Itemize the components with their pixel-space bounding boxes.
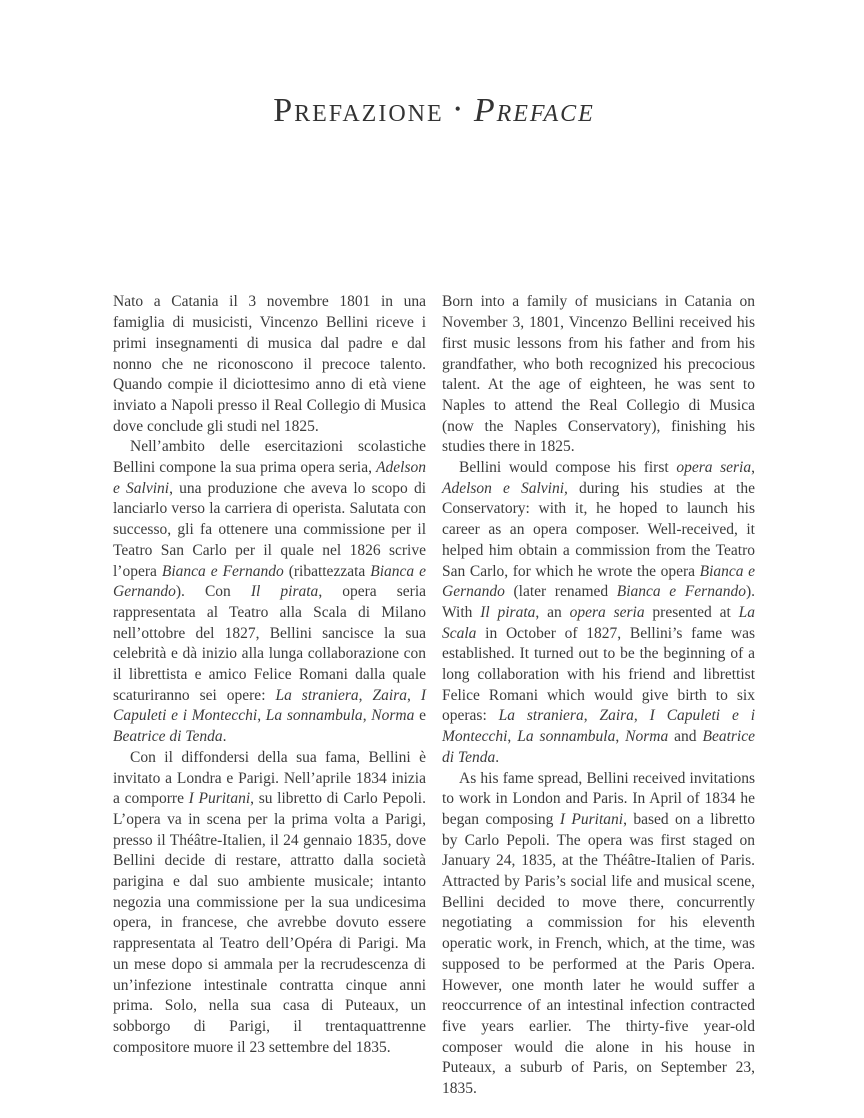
opera-title-italic: opera seria: [569, 603, 645, 621]
text-segment: ). With: [442, 583, 755, 621]
text-segment: in October of 1827, Bellini’s fame was established. It turned out to be the beginning of a long collaboration with his friend and librettist Felice Romani which would give birth to six operas:: [442, 624, 755, 725]
paragraph: [442, 769, 755, 1100]
opera-title-italic: La straniera: [275, 686, 359, 704]
opera-title-italic: Bianca e Fernando: [161, 562, 284, 580]
opera-title-italic: Beatrice di Tenda: [113, 728, 223, 746]
opera-title-italic: Zaira: [372, 686, 407, 704]
opera-title-italic: Norma: [625, 728, 669, 746]
opera-title-italic: La Scala: [442, 603, 756, 642]
two-column-text: [113, 292, 755, 1099]
opera-title-italic: opera seria: [676, 459, 752, 477]
opera-title-italic: Bianca e Fernando: [616, 583, 746, 601]
opera-title-italic: Zaira: [599, 707, 634, 725]
text-segment: ,: [406, 686, 421, 704]
title-english: Preface: [473, 92, 595, 129]
italian-column: [113, 292, 426, 1099]
text-segment: .: [222, 728, 227, 746]
text-segment: ,: [615, 728, 626, 746]
opera-title-italic: I Capuleti e i Montecchi: [113, 686, 427, 725]
opera-title-italic: Il pirata: [480, 603, 536, 621]
opera-title-italic: Il pirata: [250, 583, 319, 601]
paragraph: [113, 437, 426, 748]
text-segment: (ribattezzata: [283, 562, 371, 580]
paragraph: [113, 292, 426, 437]
opera-title-italic: La sonnambula: [265, 707, 363, 725]
text-segment: presented at: [644, 603, 739, 621]
text-segment: ,: [633, 707, 650, 725]
text-segment: Nato a Catania il 3 novembre 1801 in una famiglia di musicisti, Vincenzo Bellini riceve i primi insegnamenti di musica dal padre e dal nonno che ne riconoscono il precoce talento. Quando compie il diciottesimo anno di età viene inviato a Napoli presso il Real Collegio di Musica dove conclude gli studi nel 1825.: [113, 293, 426, 435]
text-segment: ,: [583, 707, 600, 725]
text-segment: ,: [362, 707, 372, 725]
opera-title-italic: La sonnambula: [517, 728, 616, 746]
text-segment: As his fame spread, Bellini received invitations to work in London and Paris. In April of 1834 he began composing: [442, 769, 755, 828]
opera-title-italic: I Capuleti e i Montecchi: [442, 707, 755, 746]
text-segment: ,: [507, 728, 518, 746]
title-separator-dot: •: [454, 99, 463, 120]
text-segment: , su libretto di Carlo Pepoli. L’opera va in scena per la prima volta a Parigi, presso il Théâtre-Italien, il 24 gennaio 1835, dove Bellini decide di restare, attratto dalla società parigina e dal suo ambiente musicale; intanto negozia una commissione per la sua undicesima opera, in francese, che avrebbe dovuto essere rappresentata al Teatro dell’Opéra di Parigi. Ma un mese dopo si ammala per la recrudescenza di un’infezione intestinale contratta cinque anni prima. Solo, nella sua casa di Puteaux, un sobborgo di Parigi, il trentaquattrenne compositore muore il 23 settembre del 1835.: [113, 790, 426, 1056]
opera-title-italic: Bianca e Gernando: [113, 562, 426, 601]
paragraph: [442, 458, 755, 769]
opera-title-italic: Adelson e Salvini,: [442, 479, 568, 497]
text-segment: Bellini would compose his first: [459, 459, 677, 477]
page-title: [113, 92, 755, 129]
paragraph: [113, 748, 426, 1059]
opera-title-italic: La straniera: [498, 707, 584, 725]
opera-title-italic: I Puritani: [188, 790, 251, 808]
text-segment: during his studies at the Conservatory: with it, he hoped to launch his career as an opera composer. Well-received, it helped him obtain a commission from the Teatro San Carlo, for which he wrote the opera: [442, 479, 755, 580]
text-segment: , an: [535, 603, 570, 621]
text-segment: , opera seria rappresentata al Teatro alla Scala di Milano nell’ottobre del 1827, Bellini sancisce la sua celebrità e dà inizio alla lunga collaborazione con il librettista e amico Felice Romani dalla quale scaturiranno sei opere:: [113, 583, 426, 704]
text-segment: ,: [751, 459, 755, 477]
text-segment: , based on a libretto by Carlo Pepoli. The opera was first staged on January 24, 1835, at the Théâtre-Italien of Paris. Attracted by Paris’s social life and musical scene, Bellini decided to move there, concurrently negotiating a commission for his eleventh operatic work, in French, which, at the time, was supposed to be performed at the Paris Opera. However, one month later he would suffer a reoccurrence of an intestinal infection contracted five years earlier. The thirty-five year-old composer would die alone in his house in Puteaux, a suburb of Paris, on September 23, 1835.: [442, 810, 755, 1098]
paragraph: [442, 292, 755, 458]
opera-title-italic: I Puritani: [559, 810, 624, 828]
text-segment: (later renamed: [504, 583, 617, 601]
text-segment: e: [414, 707, 426, 725]
text-segment: ,: [257, 707, 266, 725]
text-segment: .: [495, 748, 500, 766]
text-segment: and: [668, 728, 703, 746]
text-segment: , una produzione che aveva lo scopo di lanciarlo verso la carriera di operista. Salutata con successo, gli fa ottenere una commissione per il Teatro San Carlo per il quale nel 1826 scrive l’opera: [113, 479, 426, 580]
english-column: [442, 292, 755, 1099]
text-segment: ,: [358, 686, 373, 704]
opera-title-italic: Bianca e Gernando: [442, 562, 755, 601]
title-italian: Prefazione: [273, 92, 444, 129]
text-segment: ). Con: [175, 583, 251, 601]
text-segment: Nell’ambito delle esercitazioni scolastiche Bellini compone la sua prima opera seria,: [113, 438, 426, 477]
opera-title-italic: Norma: [371, 707, 415, 725]
text-segment: Born into a family of musicians in Catania on November 3, 1801, Vincenzo Bellini received his first music lessons from his father and from his grandfather, who both recognized his precocious talent. At the age of eighteen, he was sent to Naples to attend the Real Collegio di Musica (now the Naples Conservatory), finishing his studies there in 1825.: [442, 293, 755, 456]
opera-title-italic: Beatrice di Tenda: [442, 728, 755, 766]
opera-title-italic: Adelson e Salvini: [113, 459, 426, 497]
text-segment: Con il diffondersi della sua fama, Bellini è invitato a Londra e Parigi. Nell’aprile 1834 inizia a comporre: [113, 748, 426, 808]
